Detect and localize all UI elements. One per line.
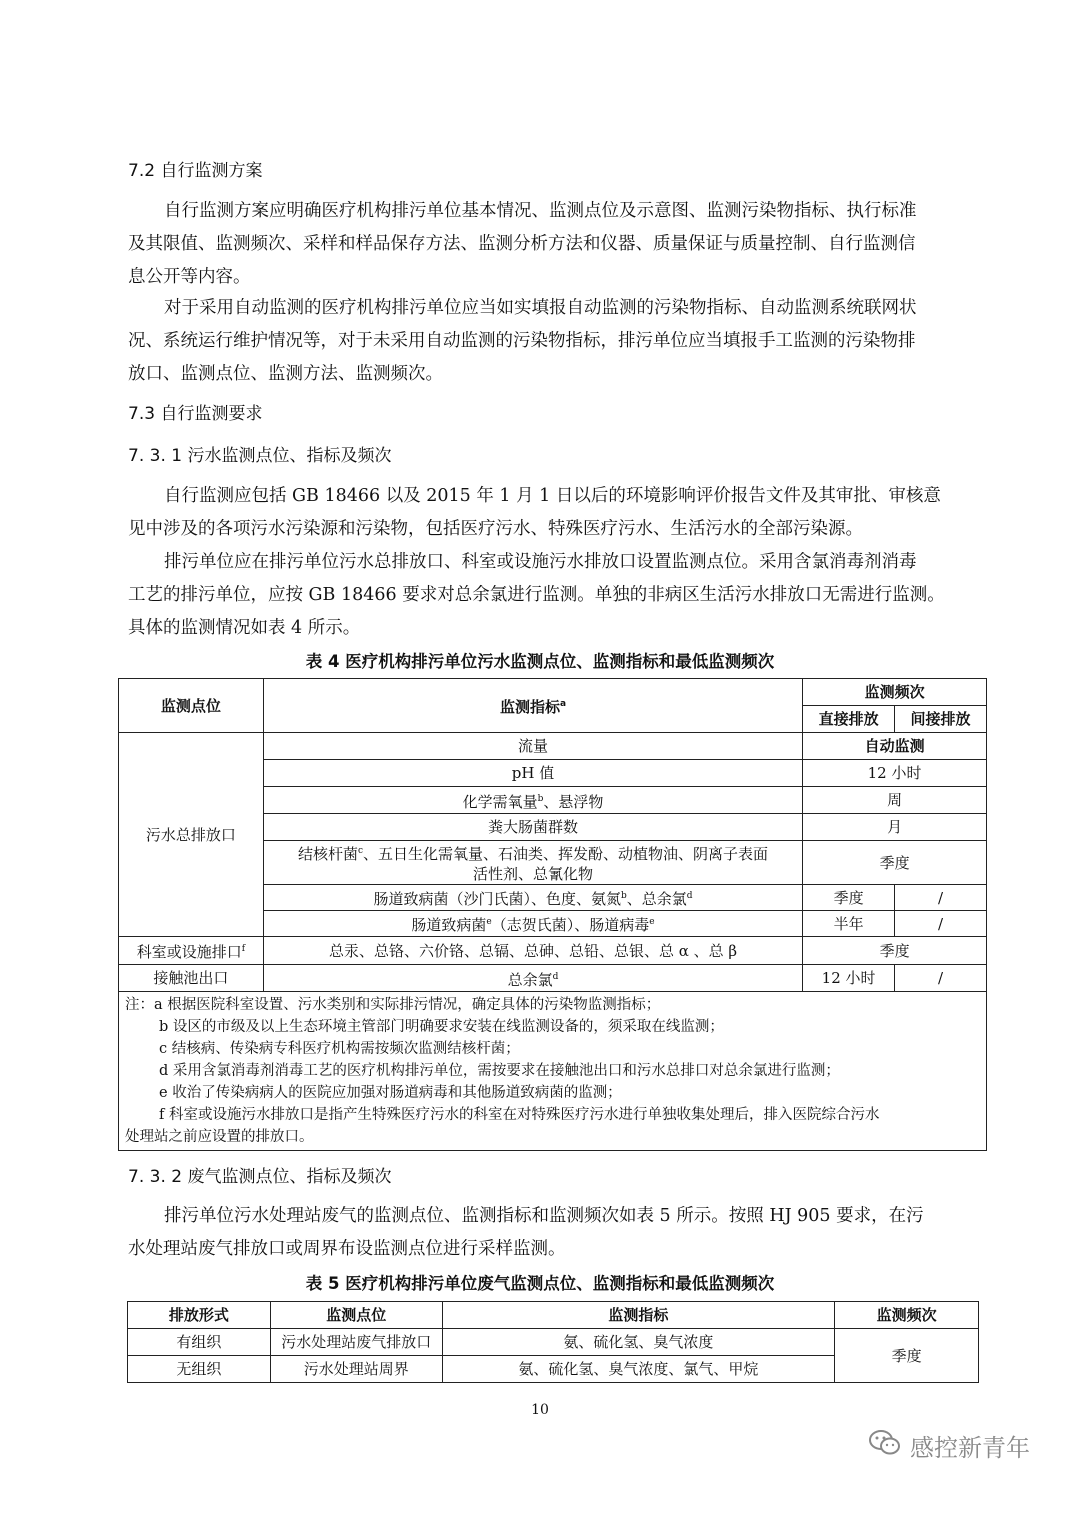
note-line: c 结核病、传染病专科医疗机构需按频次监测结核杆菌；	[159, 1041, 520, 1057]
text-line: 及其限值、监测频次、采样和样品保存方法、监测分析方法和仪器、质量保证与质量控制、自行监测信	[128, 234, 916, 254]
table-cell: 月	[803, 814, 987, 841]
section-heading-7-2: 7.2 自行监测方案	[128, 161, 263, 181]
header-monitoring-point: 监测点位	[119, 679, 264, 733]
table-cell: /	[895, 885, 987, 911]
point-dept-outlet: 科室或设施排口$^f$	[119, 937, 264, 965]
table-cell: 结核杆菌$^c$、五日生化需氧量、石油类、挥发酚、动植物油、阴离子表面 活性剂、总氰化物	[263, 841, 802, 885]
table-cell: 化学需氧量$^b$、悬浮物	[263, 787, 802, 814]
text-line: 对于采用自动监测的医疗机构排污单位应当如实填报自动监测的污染物指标、自动监测系统联网状	[164, 298, 917, 318]
header-direct-discharge: 直接排放	[803, 706, 895, 733]
text-line: 排污单位污水处理站废气的监测点位、监测指标和监测频次如表 5 所示。按照 HJ 905 要求，在污	[164, 1206, 924, 1226]
wechat-icon	[868, 1429, 902, 1463]
table-cell: 氨、硫化氢、臭气浓度	[442, 1329, 835, 1356]
table-cell: pH 值	[263, 760, 802, 787]
point-main-outlet: 污水总排放口	[119, 733, 264, 937]
table-4-caption: 表 4 医疗机构排污单位污水监测点位、监测指标和最低监测频次	[305, 652, 775, 671]
header-frequency: 监测频次	[835, 1302, 979, 1329]
point-contact-tank: 接触池出口	[119, 965, 264, 992]
table-cell: 自动监测	[803, 733, 987, 760]
table-cell: 肠道致病菌$^e$（志贺氏菌）、肠道病毒$^e$	[263, 911, 802, 937]
text-line: 放口、监测点位、监测方法、监测频次。	[128, 364, 443, 384]
table-cell: 污水处理站废气排放口	[270, 1329, 442, 1356]
page-number: 10	[531, 1402, 549, 1418]
text-line: 自行监测方案应明确医疗机构排污单位基本情况、监测点位及示意图、监测污染物指标、执行标准	[164, 201, 917, 221]
note-line: 处理站之前应设置的排放口。	[125, 1129, 314, 1145]
table-cell: 有组织	[128, 1329, 271, 1356]
header-discharge-form: 排放形式	[128, 1302, 271, 1329]
table-cell: 周	[803, 787, 987, 814]
table-cell: 季度	[803, 885, 895, 911]
table-4	[118, 678, 987, 1151]
watermark-text: 感控新青年	[910, 1434, 1030, 1462]
text-line: 工艺的排污单位，应按 GB 18466 要求对总余氯进行监测。单独的非病区生活污水排放口无需进行监测。	[128, 585, 945, 605]
text-line: 具体的监测情况如表 4 所示。	[128, 618, 361, 638]
table-5	[127, 1301, 979, 1383]
table-cell: 季度	[835, 1329, 979, 1383]
table-cell: 季度	[803, 841, 987, 885]
table-5-caption: 表 5 医疗机构排污单位废气监测点位、监测指标和最低监测频次	[305, 1274, 775, 1293]
section-heading-7-3-1: 7. 3. 1 污水监测点位、指标及频次	[128, 446, 392, 466]
header-monitoring-point: 监测点位	[270, 1302, 442, 1329]
table-cell: 肠道致病菌（沙门氏菌）、色度、氨氮$^b$、总余氯$^d$	[263, 885, 802, 911]
table-cell: 氨、硫化氢、臭气浓度、氯气、甲烷	[442, 1356, 835, 1383]
header-frequency: 监测频次	[803, 679, 987, 706]
section-heading-7-3-2: 7. 3. 2 废气监测点位、指标及频次	[128, 1167, 392, 1187]
header-indicator: 监测指标	[442, 1302, 835, 1329]
text-line: 排污单位应在排污单位污水总排放口、科室或设施污水排放口设置监测点位。采用含氯消毒剂消毒	[164, 552, 917, 572]
table-cell: /	[895, 911, 987, 937]
note-line: d 采用含氯消毒剂消毒工艺的医疗机构排污单位，需按要求在接触池出口和污水总排口对总余氯进行监测；	[159, 1063, 840, 1079]
note-line: f 科室或设施污水排放口是指产生特殊医疗污水的科室在对特殊医疗污水进行单独收集处理后，排入医院综合污水	[159, 1107, 880, 1123]
text-line: 水处理站废气排放口或周界布设监测点位进行采样监测。	[128, 1239, 566, 1259]
text-line: 自行监测应包括 GB 18466 以及 2015 年 1 月 1 日以后的环境影响评价报告文件及其审批、审核意	[164, 486, 941, 506]
table-cell: 无组织	[128, 1356, 271, 1383]
table-cell: 季度	[803, 937, 987, 965]
paragraph-7-3-1-2	[128, 546, 978, 645]
note-line: 注：a 根据医院科室设置、污水类别和实际排污情况，确定具体的污染物监测指标；	[125, 997, 661, 1013]
table-cell: 粪大肠菌群数	[263, 814, 802, 841]
note-line: b 设区的市级及以上生态环境主管部门明确要求安装在线监测设备的，须采取在线监测；	[159, 1019, 724, 1035]
text-line: 况、系统运行维护情况等，对于未采用自动监测的污染物指标，排污单位应当填报手工监测的污染物排	[128, 331, 916, 351]
header-indirect-discharge: 间接排放	[895, 706, 987, 733]
table-cell: 12 小时	[803, 760, 987, 787]
paragraph-7-2-1	[128, 195, 978, 294]
table-cell: /	[895, 965, 987, 992]
table-cell: 总余氯$^d$	[263, 965, 802, 992]
text-line: 息公开等内容。	[128, 267, 251, 287]
table-cell: 半年	[803, 911, 895, 937]
header-indicator: 监测指标$^a$	[263, 679, 802, 733]
watermark	[868, 1428, 1030, 1463]
note-line: e 收治了传染病病人的医院应加强对肠道病毒和其他肠道致病菌的监测；	[159, 1085, 622, 1101]
text-line: 见中涉及的各项污水污染源和污染物，包括医疗污水、特殊医疗污水、生活污水的全部污染源。	[128, 519, 863, 539]
table-cell: 总汞、总铬、六价铬、总镉、总砷、总铅、总银、总 α 、总 β	[263, 937, 802, 965]
table-cell: 流量	[263, 733, 802, 760]
table-cell: 污水处理站周界	[270, 1356, 442, 1383]
paragraph-7-2-2	[128, 292, 978, 391]
paragraph-7-3-1-1	[128, 480, 978, 546]
table-cell: 12 小时	[803, 965, 895, 992]
paragraph-7-3-2	[128, 1200, 978, 1266]
section-heading-7-3: 7.3 自行监测要求	[128, 404, 263, 424]
table-4-notes	[119, 992, 987, 1151]
